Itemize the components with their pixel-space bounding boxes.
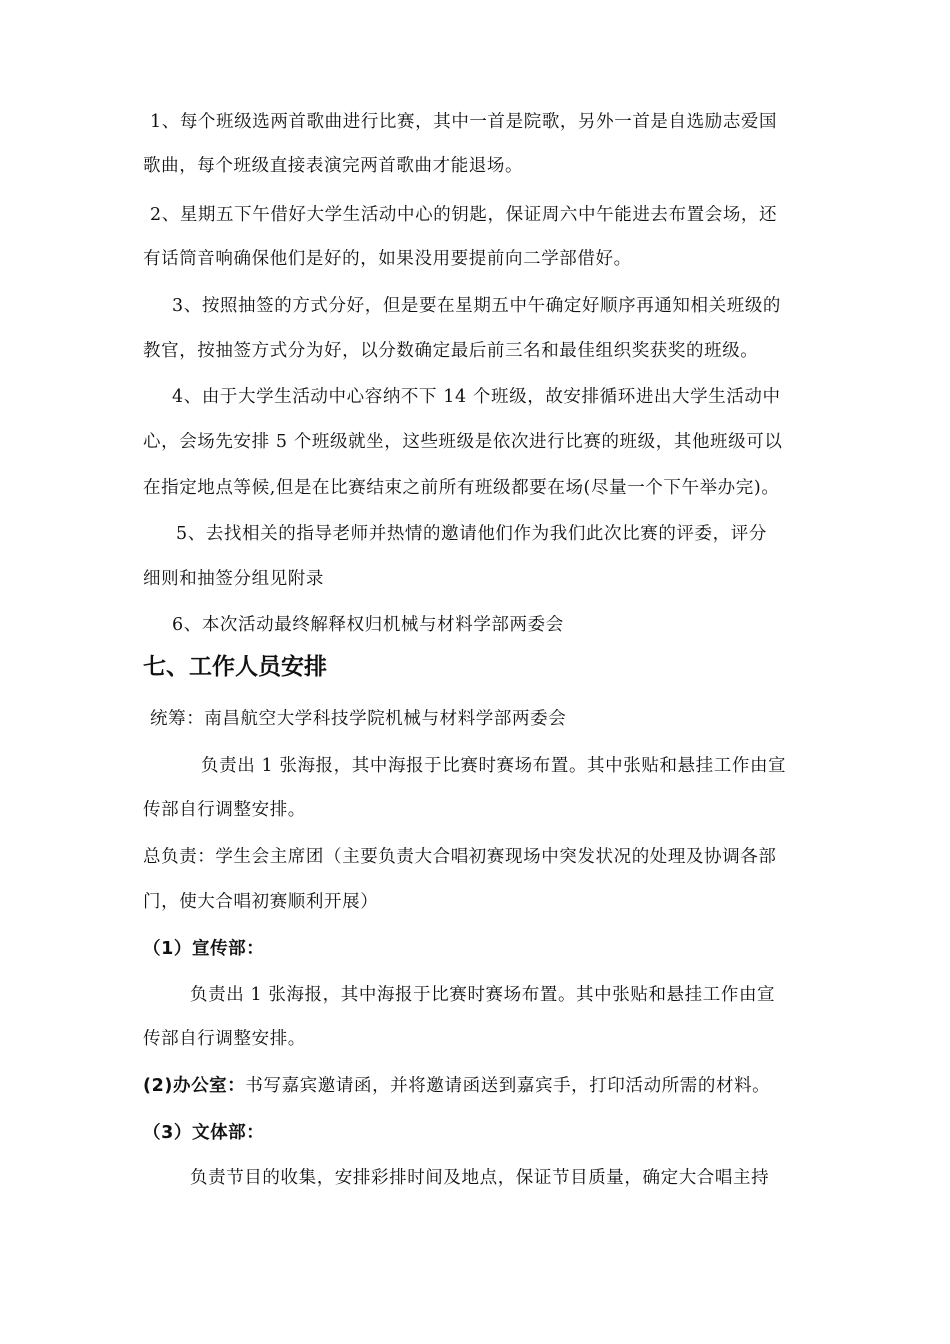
publicity-para-line-2: 传部自行调整安排。 (143, 1029, 306, 1049)
culture-label: （3）文体部： (143, 1123, 265, 1143)
item-3-line-1: 3、按照抽签的方式分好，但是要在星期五中午确定好顺序再通知相关班级的 (172, 296, 782, 316)
item-2-line-1: 2、星期五下午借好大学生活动中心的钥匙，保证周六中午能进去布置会场，还 (150, 205, 778, 225)
item-6-line-1: 6、本次活动最终解释权归机械与材料学部两委会 (172, 615, 564, 635)
poster-para-line-1: 负责出 1 张海报，其中海报于比赛时赛场布置。其中张贴和悬挂工作由宣 (201, 756, 787, 776)
publicity-label: （1）宣传部： (143, 939, 265, 959)
poster-para-line-2: 传部自行调整安排。 (143, 800, 306, 820)
item-5-line-2: 细则和抽签分组见附录 (143, 569, 324, 589)
office-line (143, 1074, 770, 1098)
office-text: 书写嘉宾邀请函，并将邀请函送到嘉宾手，打印活动所需的材料。 (245, 1076, 771, 1096)
item-4-line-3: 在指定地点等候,但是在比赛结束之前所有班级都要在场(尽量一个下午举办完)。 (143, 478, 780, 498)
publicity-para-line-1: 负责出 1 张海报，其中海报于比赛时赛场布置。其中张贴和悬挂工作由宣 (190, 985, 776, 1005)
item-3-line-2: 教官，按抽签方式分为好，以分数确定最后前三名和最佳组织奖获奖的班级。 (143, 341, 759, 361)
item-1-line-2: 歌曲，每个班级直接表演完两首歌曲才能退场。 (143, 156, 524, 176)
section-heading: 七、工作人员安排 (143, 654, 327, 680)
coordination-line: 统筹：南昌航空大学科技学院机械与材料学部两委会 (150, 709, 567, 729)
culture-para-line-1: 负责节目的收集，安排彩排时间及地点，保证节目质量，确定大合唱主持 (190, 1168, 770, 1188)
item-2-line-2: 有话筒音响确保他们是好的，如果没用要提前向二学部借好。 (143, 249, 632, 269)
item-5-line-1: 5、去找相关的指导老师并热情的邀请他们作为我们此次比赛的评委，评分 (176, 524, 767, 544)
general-lead-line-1: 总负责：学生会主席团（主要负责大合唱初赛现场中突发状况的处理及协调各部 (143, 847, 777, 867)
item-4-line-1: 4、由于大学生活动中心容纳不下 14 个班级，故安排循环进出大学生活动中 (172, 387, 781, 407)
item-4-line-2: 心，会场先安排 5 个班级就坐，这些班级是依次进行比赛的班级，其他班级可以 (143, 432, 783, 452)
general-lead-line-2: 门，使大合唱初赛顺利开展） (143, 892, 379, 912)
office-label: (2)办公室： (143, 1076, 246, 1096)
item-1-line-1: 1、每个班级选两首歌曲进行比赛，其中一首是院歌，另外一首是自选励志爱国 (150, 112, 778, 132)
